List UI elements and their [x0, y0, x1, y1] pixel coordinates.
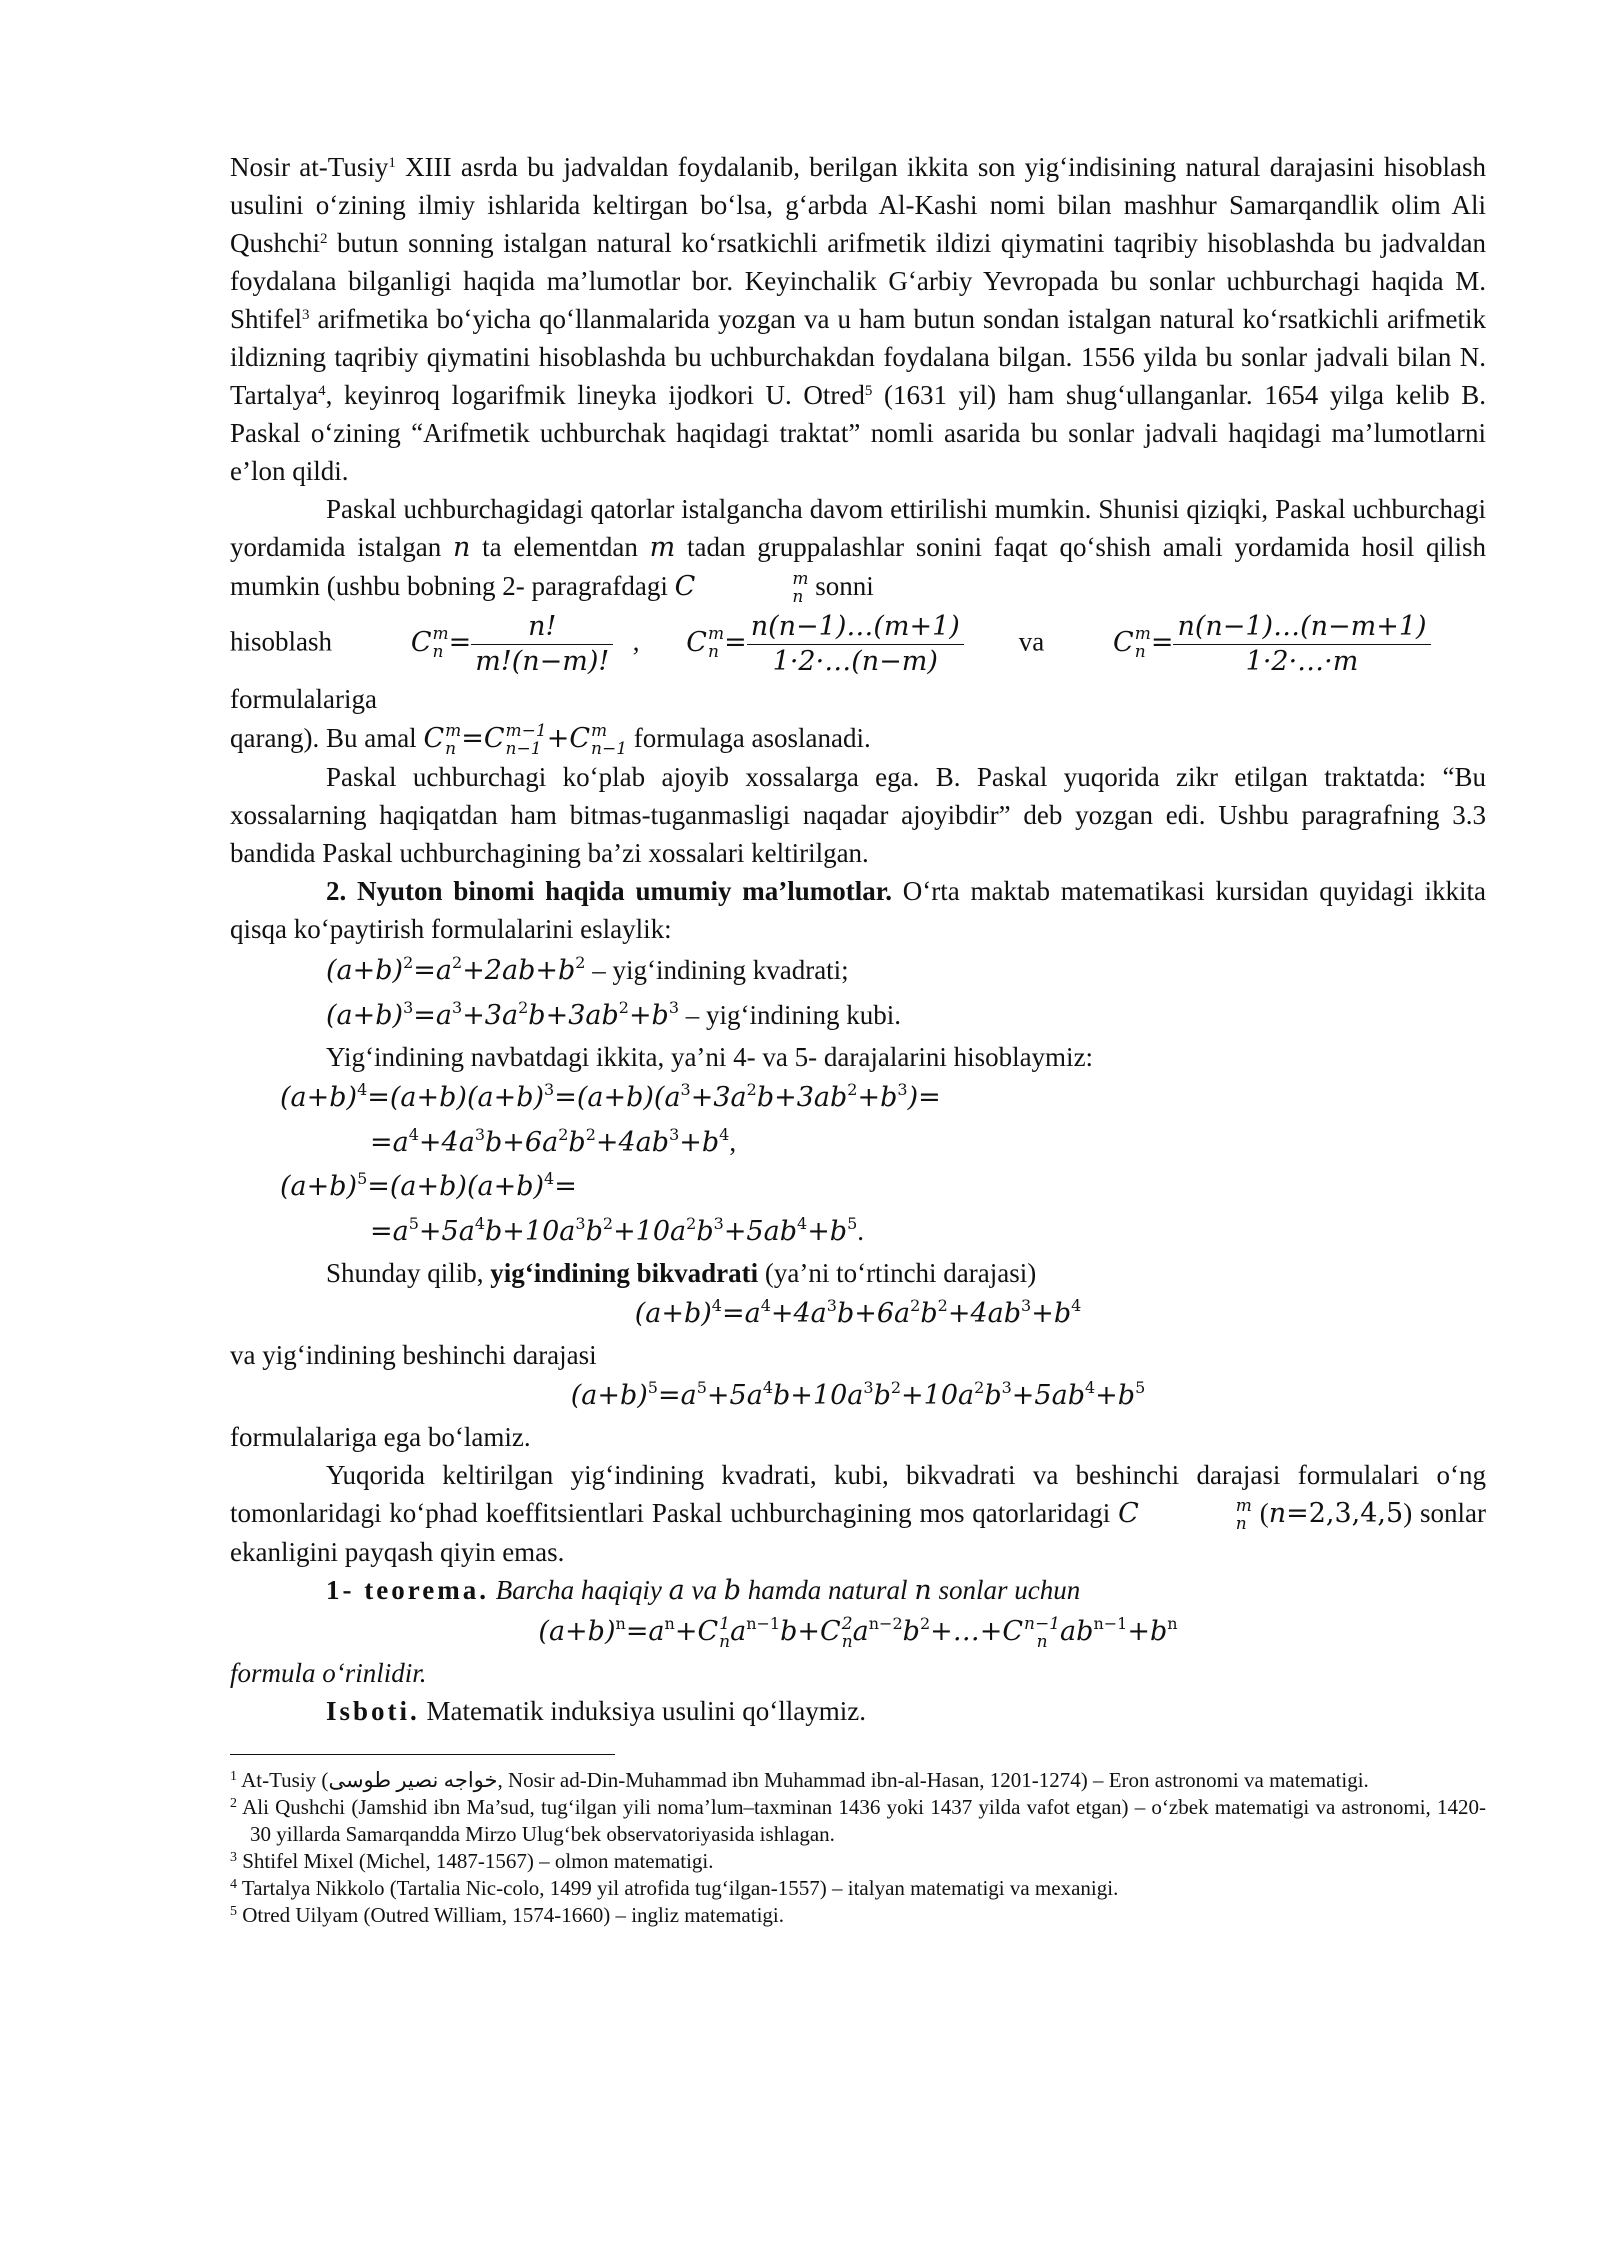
paragraph-history: [230, 148, 1486, 490]
bold-term: yig‘indining bikvadrati: [490, 1258, 759, 1288]
theorem-end: formula o‘rinlidir.: [230, 1658, 427, 1688]
text-span: Paskal uchburchagidagi qatorlar istalgancha davom ettirilishi mumkin. Shunisi qiziqki, Paskal uchburchagi yordamida istalgan: [230, 494, 1486, 562]
text-span: ) sonlar ekanligini payqash qiyin emas.: [230, 1498, 1486, 1567]
text-span: butun sonning istalgan natural ko‘rsatkichli arifmetik ildizi qiymatini taqribiy hisoblashda bu jadvaldan foydalana bilganligi haqida ma’lumotlar bor. Keyinchalik G‘arbiy Yevropada bu sonlar uchburchagi haqida M. Shtifel: [230, 228, 1486, 334]
text-span: Shunday qilib,: [326, 1258, 491, 1288]
text-span: ,: [632, 626, 640, 657]
text-span: XIII asrda bu jadvaldan foydalanib, berilgan ikkita son yig‘indisining natural darajasini hisoblash usulini o‘zining ilmiy ishlarida keltirgan bo‘lsa, g‘arbda Al-Kashi nomi bilan mashhur Samarqandlik olim Ali Qushchi: [230, 152, 1486, 258]
formula-cnm-factorial: C m n = $\frac{n!}{m!(n-m)!}$: [411, 627, 633, 657]
text-span: hamda natural: [741, 1575, 915, 1605]
text-span: formulalariga: [230, 684, 377, 714]
text-span: Yuqorida keltirilgan yig‘indining kvadrati, kubi, bikvadrati va beshinchi darajasi formulalari o‘ng tomonlaridagi ko‘phad koeffitsientlari Paskal uchburchagining mos qatorlaridagi: [230, 1460, 1486, 1528]
text-span: O‘rta maktab matematikasi kursidan quyidagi ikkita qisqa ko‘paytirish formulalarini eslaylik:: [230, 876, 1486, 944]
text-span: formulaga asoslanadi.: [627, 723, 871, 753]
footnote-4: [230, 1875, 1486, 1902]
paragraph-recurrence: [230, 719, 1486, 758]
paragraph-biquadrate: [230, 1254, 1486, 1292]
equation-fourth-expand: $(a+b)^4=(a+b)(a+b)^3=(a+b)(a^3+3a^2b+3ab^2+b^3)=$: [280, 1080, 941, 1113]
text-span: tadan gruppalashlar sonini faqat qo‘shish amali yordamida hosil qilish mumkin (ushbu bobning 2- paragrafdagi: [230, 532, 1486, 601]
text-span: Nosir at-Tusiy: [230, 152, 389, 182]
formula-pascal-recurrence: C m n =C m−1 n−1 +C m n−1: [423, 720, 628, 759]
text-span: Barcha haqiqiy: [488, 1575, 669, 1605]
formula-cnm-product: C m n = $\frac{n(n-1)\dots(m+1)}{1\cdot 2\cdot\dots(n-m)}$: [686, 627, 983, 657]
text-span: (ya’ni to‘rtinchi darajasi): [758, 1258, 1037, 1288]
text-span: (: [1251, 1498, 1269, 1528]
footnote-ref: 2: [320, 231, 328, 247]
text-span: – yig‘indining kubi.: [679, 1000, 902, 1030]
formula-cnm-falling: C m n = $\frac{n(n-1)\dots(n-m+1)}{1\cdot 2\cdot\dots\cdot m}$: [1113, 627, 1450, 657]
equation-fifth-result: $=a^5+5a^4b+10a^3b^2+10a^2b^3+5ab^4+b^5$.: [370, 1214, 865, 1247]
paragraph-fifth-power: va yig‘indining beshinchi darajasi: [230, 1340, 597, 1370]
footnote-2: [230, 1794, 1486, 1848]
footnote-text: Otred Uilyam (Outred William, 1574-1660) – ingliz matematigi.: [237, 1903, 784, 1927]
equation-biquadrate: $(a+b)^4=a^4+4a^3b+6a^2b^2+4ab^3+b^4$: [634, 1296, 1082, 1329]
text-span: – yig‘indining kvadrati;: [585, 955, 849, 985]
equation-cube: $(a+b)^3=a^3+3a^2b+3ab^2+b^3$ – yig‘indining kubi.: [326, 998, 902, 1031]
text-span: va: [684, 1575, 724, 1605]
footnote-text: Shtifel Mixel (Michel, 1487-1567) – olmon matematigi.: [237, 1849, 714, 1873]
footnote-text: At-Tusiy (خواجه نصیر طوسی, Nosir ad-Din-Muhammad ibn Muhammad ibn-al-Hasan, 1201-1274) – Eron astronomi va matematigi.: [237, 1768, 1369, 1792]
paragraph-binomial-formulas: [230, 610, 1486, 719]
proof-label: Isboti.: [326, 1696, 420, 1726]
text-span: va: [1018, 626, 1045, 657]
text-span: sonlar uchun: [931, 1575, 1081, 1605]
footnote-text: Ali Qushchi (Jamshid ibn Ma’sud, tug‘ilgan yili noma’lum–taxminan 1436 yoki 1437 yilda vafot etgan) – o‘zbek matematigi va astronomi, 1420-30 yillarda Samarqandda Mirzo Ulug‘bek observatoriyasida ishlagan.: [237, 1795, 1486, 1846]
theorem-label: 1- teorema.: [326, 1575, 489, 1605]
footnote-ref: 5: [864, 383, 873, 399]
equation-fifth-expand: $(a+b)^5=(a+b)(a+b)^4=$: [280, 1169, 577, 1202]
footnote-ref: 4: [318, 383, 326, 399]
footnote-ref: 1: [388, 155, 396, 171]
equation-newton-binomial: $(a+b)^n=a^n+C$ 1 n $a^{n-1}b+C$ 2 n $a^{n-2}b^2+\dots+C$ n−1 n $ab^{n-1}+b^n$: [538, 1613, 1178, 1652]
math-binomial-cnm: C m n: [674, 568, 809, 607]
text-span: hisoblash: [230, 626, 333, 657]
footnote-1: [230, 1767, 1486, 1794]
footnote-5: [230, 1902, 1486, 1929]
text-span: (1631 yil) ham shug‘ullanganlar. 1654 yilga kelib B. Paskal o‘zining “Arifmetik uchburchak haqidagi traktat” nomli asarida bu sonlar jadvali haqidagi ma’lumotlarni e’lon qildi.: [230, 380, 1486, 486]
footnote-3: [230, 1848, 1486, 1875]
math-m: m: [649, 532, 676, 563]
math-n-range: n: [1268, 1498, 1287, 1529]
paragraph-coefficients: Yuqorida keltirilgan yig‘indining kvadrati, kubi, bikvadrati va beshinchi darajasi formulalari o‘ng tomonlaridagi ko‘phad koeffitsientlari Paskal uchburchagining mos qatorlaridagi C m n (n=2,3,4,5) sonlar ekanligini payqash qiyin emas.: [230, 1460, 1486, 1567]
math-n: n: [452, 532, 471, 563]
text-span: arifmetika bo‘yicha qo‘llanmalarida yozgan va u ham butun sondan istalgan natural ko‘rsatkichli arifmetik ildizning taqribiy qiymatini hisoblashda bu uchburchakdan foydalana bilgan. 1556 yilda bu sonlar jadvali bilan N. Tartalya: [230, 304, 1486, 410]
footnote-number: 4: [230, 1877, 237, 1892]
equation-fifth-power: $(a+b)^5=a^5+5a^4b+10a^3b^2+10a^2b^3+5ab^4+b^5$: [570, 1378, 1146, 1411]
equation-square: $(a+b)^2=a^2+2ab+b^2$ – yig‘indining kvadrati;: [326, 953, 849, 986]
paragraph-newton-intro: [230, 872, 1486, 948]
text-span: , keyinroq logarifmik lineyka ijodkori U. Otred: [325, 380, 865, 410]
footnote-divider: [230, 1754, 615, 1755]
footnote-number: 2: [230, 1796, 237, 1811]
footnote-ref: 3: [302, 307, 310, 323]
paragraph-pascal-properties: Paskal uchburchagi ko‘plab ajoyib xossalarga ega. B. Paskal yuqorida zikr etilgan traktatda: “Bu xossalarning haqiqatdan ham bitmas-tuganmasligi naqadar ajoyibdir” deb yozgan edi. Ushbu paragrafning 3.3 bandida Paskal uchburchagining ba’zi xossalari keltirilgan.: [230, 762, 1486, 868]
footnote-number: 3: [230, 1850, 237, 1865]
section-heading: 2. Nyuton binomi haqida umumiy ma’lumotlar.: [326, 876, 892, 906]
text-span: Matematik induksiya usulini qo‘llaymiz.: [419, 1696, 866, 1726]
math-binomial-cnm: C m n: [1118, 1495, 1252, 1534]
theorem-statement: 1- teorema. Barcha haqiqiy a va b hamda natural n sonlar uchun: [326, 1575, 1081, 1606]
footnote-number: 1: [230, 1769, 237, 1784]
footnote-text: Tartalya Nikkolo (Tartalia Nic-colo, 1499 yil atrofida tug‘ilgan-1557) – italyan matematigi va mexanigi.: [237, 1876, 1119, 1900]
footnote-number: 5: [230, 1904, 237, 1919]
text-span: sonni: [808, 571, 874, 601]
paragraph-conclusion: formulalariga ega bo‘lamiz.: [230, 1422, 531, 1452]
text-span: qarang). Bu amal: [230, 723, 424, 753]
proof-start: [230, 1692, 1486, 1730]
document-page: [230, 148, 1486, 1929]
paragraph-pascal-rows: [230, 490, 1486, 606]
paragraph-compute-powers: Yig‘indining navbatdagi ikkita, ya’ni 4- va 5- darajalarini hisoblaymiz:: [326, 1042, 1094, 1072]
equation-fourth-result: $=a^4+4a^3b+6a^2b^2+4ab^3+b^4$,: [370, 1125, 737, 1158]
text-span: ta elementdan: [470, 532, 650, 562]
